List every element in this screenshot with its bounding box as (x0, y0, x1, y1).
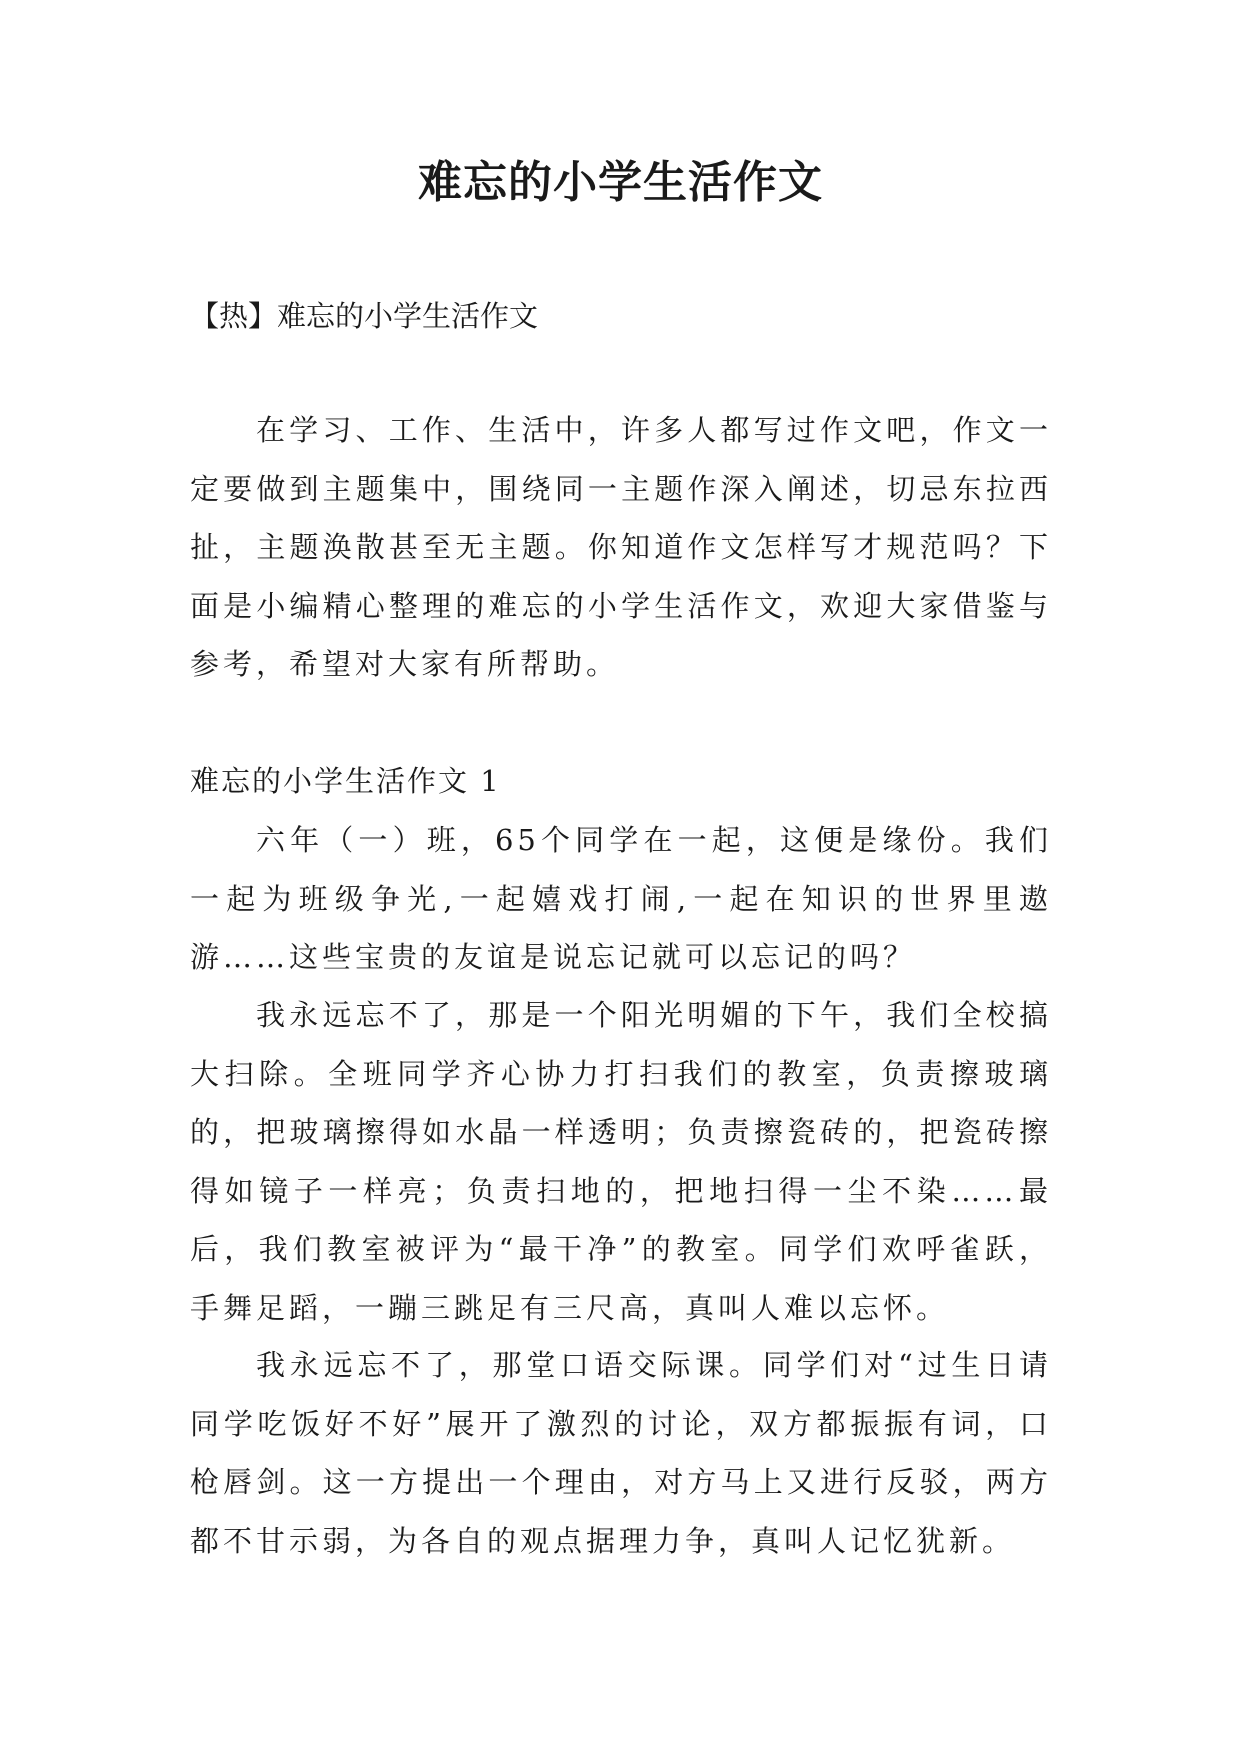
document-subtitle: 【热】难忘的小学生活作文 (190, 299, 539, 333)
body-paragraph-1: 六年（一）班，65个同学在一起，这便是缘份。我们一起为班级争光,一起嬉戏打闹,一起在知识的世界里遨游……这些宝贵的友谊是说忘记就可以忘记的吗？ (190, 823, 1052, 974)
document-title: 难忘的小学生活作文 (418, 157, 823, 208)
body-paragraph-2: 我永远忘不了，那是一个阳光明媚的下午，我们全校搞大扫除。全班同学齐心协力打扫我们的教室，负责擦玻璃的，把玻璃擦得如水晶一样透明；负责擦瓷砖的，把瓷砖擦得如镜子一样亮；负责扫地的，把地扫得一尘不染……最后，我们教室被评为“最干净”的教室。同学们欢呼雀跃，手舞足蹈，一蹦三跳足有三尺高，真叫人难以忘怀。 (190, 998, 1052, 1325)
intro-paragraph: 在学习、工作、生活中，许多人都写过作文吧，作文一定要做到主题集中，围绕同一主题作深入阐述，切忌东拉西扯，主题涣散甚至无主题。你知道作文怎样写才规范吗？下面是小编精心整理的难忘的小学生活作文，欢迎大家借鉴与参考，希望对大家有所帮助。 (190, 413, 1052, 681)
body-paragraph-3: 我永远忘不了，那堂口语交际课。同学们对“过生日请同学吃饭好不好”展开了激烈的讨论，双方都振振有词，口枪唇剑。这一方提出一个理由，对方马上又进行反驳，两方都不甘示弱，为各自的观点据理力争，真叫人记忆犹新。 (190, 1348, 1052, 1558)
section-heading: 难忘的小学生活作文 1 (190, 764, 501, 798)
